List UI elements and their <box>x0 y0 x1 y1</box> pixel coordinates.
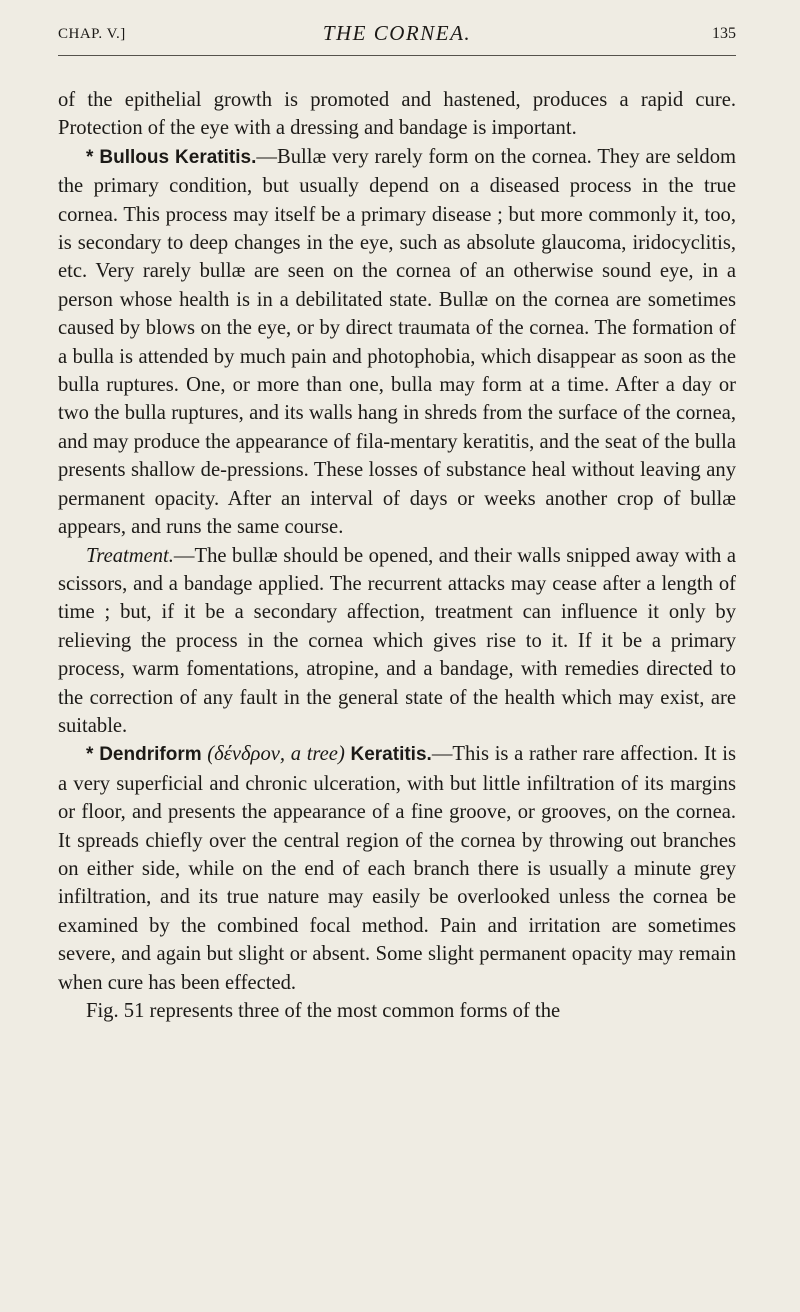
subsection-heading: Treatment. <box>86 544 174 567</box>
paragraph-text: Fig. 51 represents three of the most common forms of the <box>86 1000 561 1022</box>
paragraph-text: —Bullæ very rarely form on the cornea. They are seldom the primary condition, but usually depend on a diseased process in the true cornea. This process may itself be a primary disease ; but more commonly it, too, is secondary to deep changes in the eye, such as absolute glaucoma, iridocyclitis, etc. Very rarely bullæ are seen on the cornea of an otherwise sound eye, in a person whose health is in a debilitated state. Bullæ on the cornea are sometimes caused by blows on the eye, or by direct traumata of the cornea. The formation of a bulla is attended by much pain and photophobia, which disappear as soon as the bulla ruptures. One, or more than one, bulla may form at a time. After a day or two the bulla ruptures, and its walls hang in shreds from the surface of the cornea, and may produce the appearance of fila-mentary keratitis, and the seat of the bulla presents shallow de-pressions. These losses of substance heal without leaving any permanent opacity. After an interval of days or weeks another crop of bullæ appears, and runs the same course. <box>58 145 737 539</box>
paragraph-dendriform-keratitis <box>58 740 736 997</box>
header-rule <box>58 55 736 56</box>
paragraph-text: —The bullæ should be opened, and their walls snipped away with a scissors, and a bandage applied. The recurrent attacks may cease after a length of time ; but, if it be a secondary affection, treatment can influence it only by relieving the process in the cornea which gives rise to it. If it be a primary process, warm fomentations, atropine, and a bandage, with remedies directed to the correction of any fault in the general state of the health which may exist, are suitable. <box>58 544 736 737</box>
section-heading: * Dendriform <box>86 744 202 766</box>
paragraph-treatment <box>58 542 736 741</box>
body-text <box>58 86 736 1025</box>
running-title: THE CORNEA. <box>322 21 472 45</box>
paragraph-bullous-keratitis <box>58 143 736 542</box>
paragraph-text: —This is a rather rare affection. It is a very superficial and chronic ulceration, with but little infiltration of its margins or floor, and presents the appearance of a fine groove, or grooves, on the cornea. It spreads chiefly over the central region of the cornea by throwing out branches on either side, while on the end of each branch there is usually a minute grey infiltration, and its true nature may easily be overlooked unless the cornea be examined by the combined focal method. Pain and irritation are sometimes severe, and again but slight or absent. Some slight permanent opacity may remain when cure has been effected. <box>58 743 736 994</box>
paragraph-text: of the epithelial growth is promoted and hastened, produces a rapid cure. Protection of the eye with a dressing and bandage is important. <box>58 89 736 140</box>
section-heading-tail: Keratitis. <box>350 744 432 766</box>
page-number: 135 <box>712 25 736 42</box>
chapter-label: CHAP. V.] <box>58 26 126 42</box>
running-header <box>58 20 736 48</box>
section-heading: * Bullous Keratitis. <box>86 146 257 168</box>
paragraph-continuation <box>58 86 736 143</box>
etymology: (δένδρον, a tree) <box>207 743 345 766</box>
paragraph-figure-reference <box>58 997 736 1025</box>
